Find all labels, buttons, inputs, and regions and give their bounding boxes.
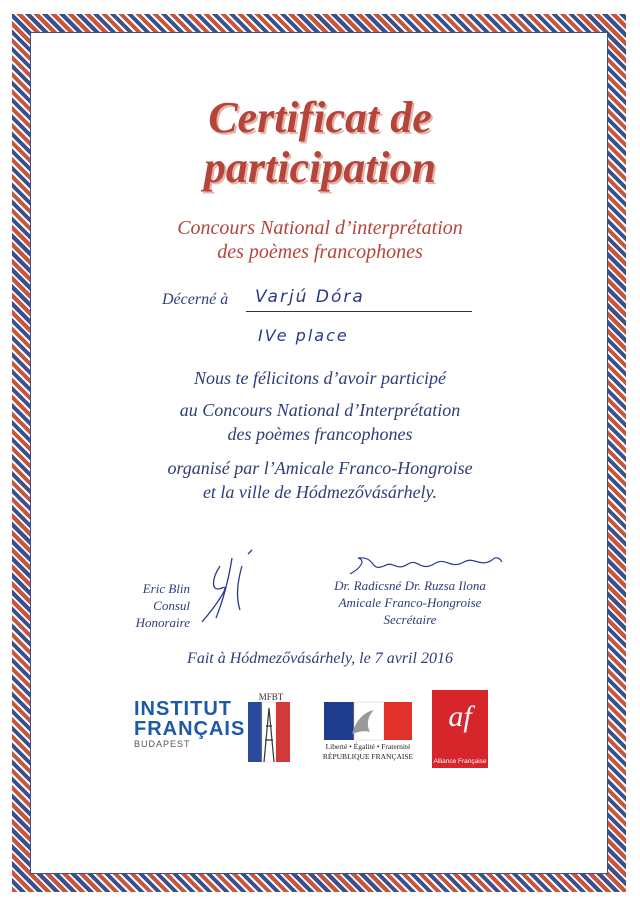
certificate-title-line2: participation [203, 143, 437, 192]
mfbt-logo [238, 690, 304, 770]
signatory-left-name: Eric Blin [142, 581, 190, 596]
signatory-left-role1: Consul [153, 598, 190, 613]
subtitle-line1: Concours National d’interprétation [177, 217, 463, 239]
recipient-name: Varjú Dóra [255, 287, 365, 307]
body-line-1: Nous te félicitons d’avoir participé [194, 368, 446, 388]
republique-francaise-caption: Liberté • Égalité • Fraternité RÉPUBLIQUE FRANÇAISE [322, 742, 414, 761]
signatory-right [330, 577, 490, 628]
signatory-right-name: Dr. Radicsné Dr. Ruzsa Ilona [334, 578, 486, 593]
placement: IVe place [258, 326, 349, 345]
signature-right [346, 548, 506, 582]
institut-francais-logo: INSTITUT FRANÇAIS BUDAPEST [134, 698, 246, 749]
body-line-4: organisé par l’Amicale Franco-Hongroise [167, 458, 473, 478]
signatory-right-role: Secrétaire [383, 612, 437, 627]
signatory-left [120, 580, 190, 631]
recipient-line [246, 311, 472, 312]
body-line-5: et la ville de Hódmezővásárhely. [202, 482, 438, 502]
signatory-right-org: Amicale Franco-Hongroise [338, 595, 482, 610]
certificate-title-line1: Certificat de [208, 93, 432, 142]
alliance-francaise-logo: af Alliance Française [432, 690, 488, 770]
awarded-label: Décerné à [162, 291, 229, 308]
svg-text:MFBT: MFBT [258, 692, 284, 702]
subtitle-line2: des poèmes francophones [217, 241, 423, 263]
body-line-3: des poèmes francophones [227, 424, 413, 444]
signature-left [192, 548, 262, 628]
signatory-left-role2: Honoraire [135, 615, 190, 630]
issue-date: Fait à Hódmezővásárhely, le 7 avril 2016 [187, 650, 453, 667]
body-line-2: au Concours National d’Interprétation [179, 400, 461, 420]
